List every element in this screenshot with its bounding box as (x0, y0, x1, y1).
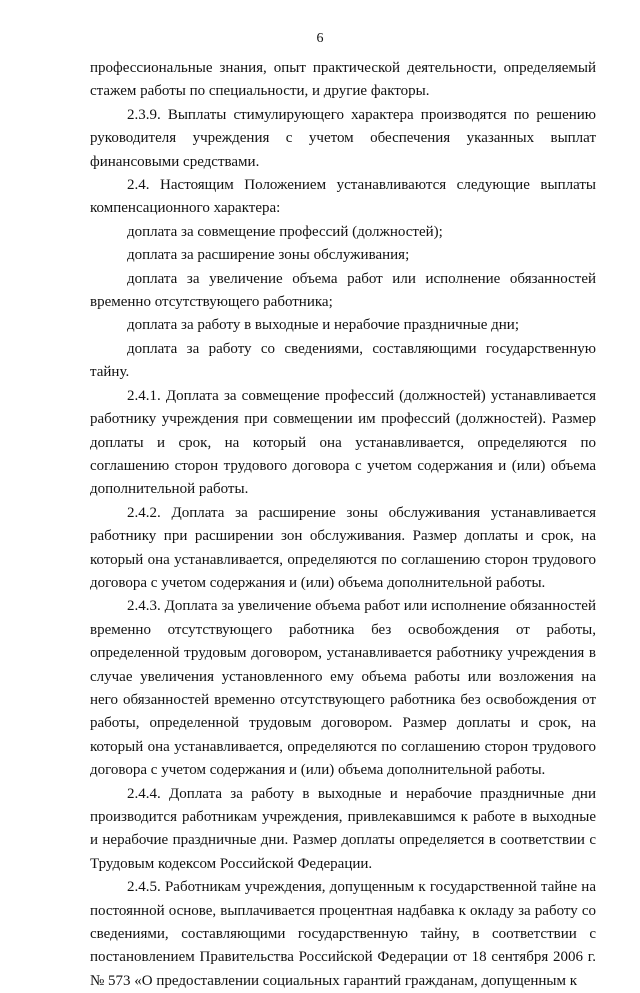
list-item-service-area: доплата за расширение зоны обслуживания; (127, 247, 410, 264)
paragraph-2-3-9: 2.3.9. Выплаты стимулирующего характера производятся по решению руководителя учреждения с учетом обеспечения указанных выплат финансовыми средствами. (90, 106, 596, 170)
page-number: 6 (316, 31, 324, 46)
paragraph-2-4-3: 2.4.3. Доплата за увеличение объема работ или исполнение обязанностей временно отсутствующего работника без освобождения от работы, определенной трудовым договором, устанавливается работнику учреждения в случае увеличения установленного ему объема работы или возложения на него обязанностей временно отсутствующего работника без освобождения от работы, определенной трудовым договором. Размер доплаты и срок, на который она устанавливается, определяются по соглашению сторон трудового договора с учетом содержания и (или) объема дополнительной работы. (90, 598, 596, 779)
paragraph-2-4-1: 2.4.1. Доплата за совмещение профессий (должностей) устанавливается работнику учреждения при совмещении им профессий (должностей). Размер доплаты и срок, на который она устанавливается, определяются по соглашению сторон трудового договора с учетом содержания и (или) объема дополнительной работы. (90, 387, 596, 498)
list-item-workload-increase: доплата за увеличение объема работ или исполнение обязанностей временно отсутствующего работника; (90, 270, 596, 311)
paragraph-2-4-4: 2.4.4. Доплата за работу в выходные и нерабочие праздничные дни производится работникам учреждения, привлекавшимся к работе в выходные и нерабочие праздничные дни. Размер доплаты определяется в соответствии с Трудовым кодексом Российской Федерации. (90, 785, 596, 872)
paragraph-2-4: 2.4. Настоящим Положением устанавливаются следующие выплаты компенсационного характера: (90, 177, 596, 217)
paragraph-2-4-5: 2.4.5. Работникам учреждения, допущенным к государственной тайне на постоянной основе, выплачивается процентная надбавка к окладу за работу со сведениями, составляющими государственную тайну, в соответствии с постановлением Правительства Российской Федерации от 18 сентября 2006 г. № 573 «О предоставлении социальных гарантий гражданам, допущенным к (90, 879, 596, 989)
paragraph-2-4-2: 2.4.2. Доплата за расширение зоны обслуживания устанавливается работнику при расширении зон обслуживания. Размер доплаты и срок, на который она устанавливается, определяются по соглашению сторон трудового договора с учетом содержания и (или) объема дополнительной работы. (90, 504, 596, 591)
list-item-holidays: доплата за работу в выходные и нерабочие праздничные дни; (127, 317, 520, 334)
list-item-state-secret: доплата за работу со сведениями, составляющими государственную тайну. (90, 340, 596, 381)
list-item-combination: доплата за совмещение профессий (должностей); (127, 223, 443, 240)
document-body (90, 57, 596, 993)
paragraph-continuation: профессиональные знания, опыт практической деятельности, определяемый стажем работы по специальности, и другие факторы. (90, 60, 596, 100)
